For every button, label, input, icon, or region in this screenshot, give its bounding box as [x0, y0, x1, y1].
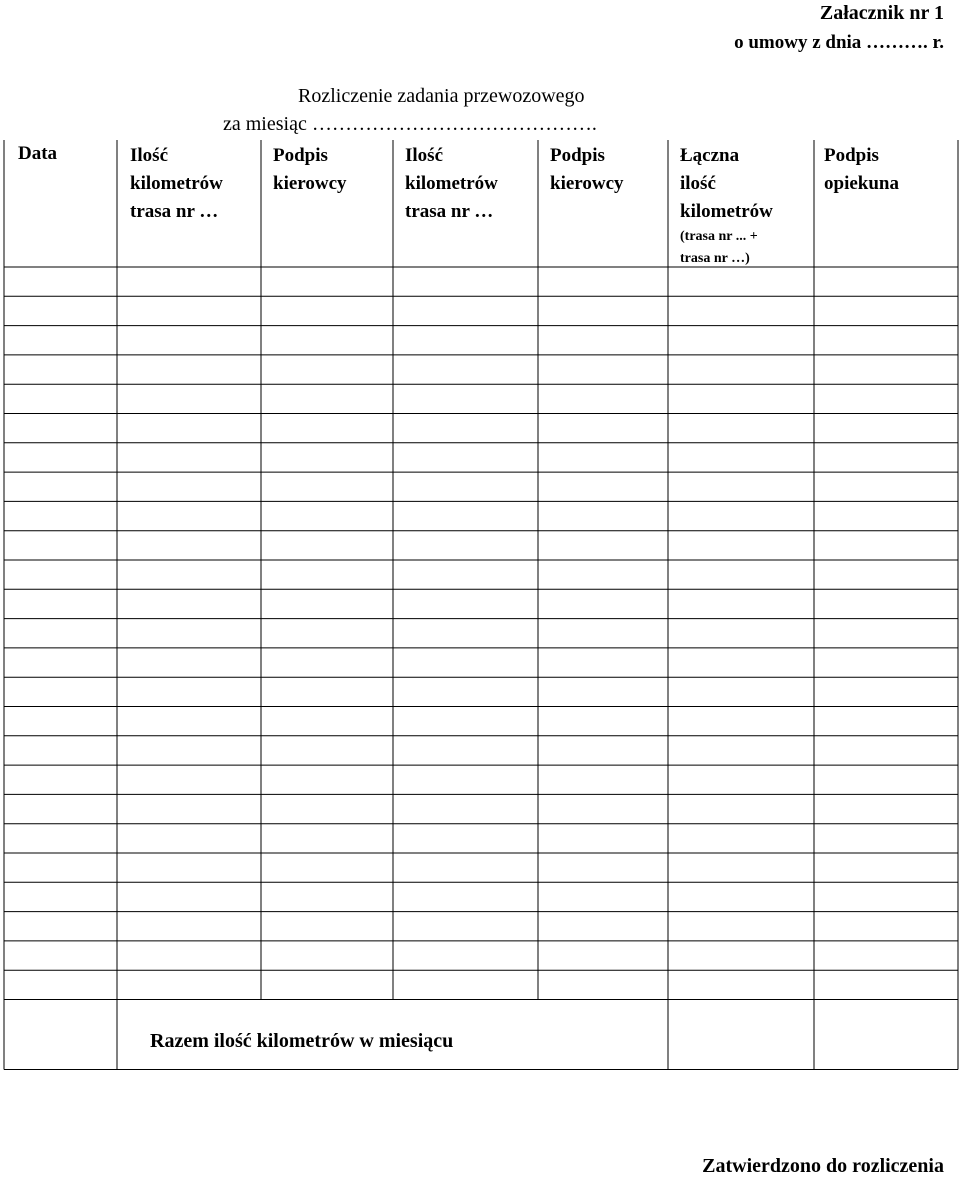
annex-agreement-date: o umowy z dnia ………. r. — [734, 32, 944, 53]
header-date: Data — [18, 143, 58, 164]
header-driver-signature-1: Podpis kierowcy — [273, 145, 347, 194]
document-month: za miesiąc ……………………………………. — [223, 113, 597, 135]
header-total-km: Łączna ilość kilometrów (trasa nr ... + trasa nr …) — [680, 145, 773, 266]
approval-label: Zatwierdzono do rozliczenia — [702, 1155, 944, 1177]
annex-number: Załacznik nr 1 — [819, 2, 944, 24]
document-title: Rozliczenie zadania przewozowego — [298, 85, 585, 107]
header-km-route-1: Ilość kilometrów trasa nr … — [130, 145, 223, 222]
header-km-route-2: Ilość kilometrów trasa nr … — [405, 145, 498, 222]
total-km-label: Razem ilość kilometrów w miesiącu — [150, 1030, 454, 1052]
header-guardian-signature: Podpis opiekuna — [824, 145, 899, 194]
header-driver-signature-2: Podpis kierowcy — [550, 145, 624, 194]
